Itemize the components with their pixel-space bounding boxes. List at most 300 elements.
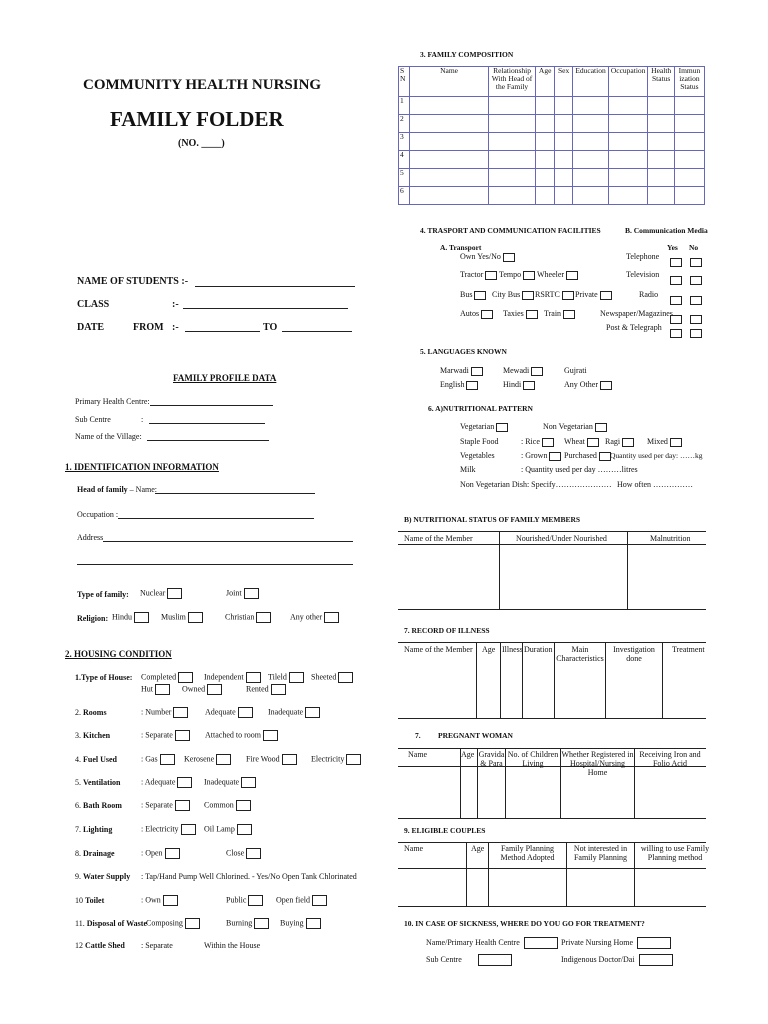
ec-col-method: Family Planning Method Adopted	[500, 844, 555, 862]
nonveg-dish-label: Non Vegetarian Dish: Specify…………………	[460, 480, 612, 489]
sheeted-checkbox[interactable]	[338, 672, 353, 683]
rsrtc-checkbox[interactable]	[562, 291, 574, 300]
table-cell[interactable]	[536, 97, 554, 115]
table-cell[interactable]	[488, 187, 536, 205]
lighting-num: 7.	[75, 825, 81, 834]
newspaper-yes-checkbox[interactable]	[670, 315, 682, 324]
independent-checkbox[interactable]	[246, 672, 261, 683]
hindu-checkbox[interactable]	[134, 612, 149, 623]
illness-title: 7. RECORD OF ILLNESS	[404, 626, 490, 635]
media-newspaper-label: Newspaper/Magazines	[600, 309, 673, 318]
bath-separate-checkbox[interactable]	[175, 800, 190, 811]
table-cell[interactable]	[674, 97, 704, 115]
composing-checkbox[interactable]	[185, 918, 200, 929]
sick-phc-label: Name/Primary Health Centre	[426, 937, 520, 947]
radio-yes-checkbox[interactable]	[670, 296, 682, 305]
bus-label: Bus	[460, 290, 473, 299]
buying-label: Buying	[280, 918, 304, 928]
page-title: FAMILY FOLDER	[110, 107, 284, 131]
subcentre-sep: :	[141, 415, 144, 424]
col-immunization: Immun ization Status	[674, 67, 704, 97]
any-other-religion-checkbox[interactable]	[324, 612, 339, 623]
how-often-label: How often ……………	[617, 480, 693, 489]
water-num: 9.	[75, 872, 81, 881]
il-col-characteristics: Main Characteristics	[556, 645, 604, 663]
tileld-checkbox[interactable]	[289, 672, 304, 683]
table-row	[399, 97, 705, 115]
private-checkbox[interactable]	[600, 291, 612, 300]
table-cell[interactable]	[648, 151, 674, 169]
table-cell[interactable]	[410, 115, 488, 133]
train-checkbox[interactable]	[563, 310, 575, 319]
post-no-checkbox[interactable]	[690, 329, 702, 338]
table-cell[interactable]	[608, 151, 648, 169]
row-num: 3	[399, 133, 410, 151]
pw-col-gravida: Gravida & Para	[478, 750, 505, 768]
waste-label: Disposal of Waste	[86, 919, 148, 928]
nuclear-label: Nuclear	[140, 588, 166, 598]
composing-label: Composing	[146, 918, 183, 928]
sick-indigenous-box[interactable]	[639, 954, 673, 966]
wheat-label: Wheat	[564, 437, 585, 446]
nonveg-checkbox[interactable]	[595, 423, 607, 432]
bath-separate-label: : Separate	[141, 800, 173, 810]
ec-col-name: Name	[404, 844, 424, 853]
hindu-label: Hindu	[112, 612, 132, 622]
table-cell[interactable]	[674, 151, 704, 169]
gas-checkbox[interactable]	[160, 754, 175, 765]
vent-inadequate-label: Inadequate	[204, 777, 240, 787]
pw-col-age: Age	[461, 750, 475, 759]
transport-a-title: A. Transport	[440, 243, 482, 252]
fuel-num: 4.	[75, 755, 81, 764]
col-relationship: Relationship With Head of the Family	[488, 67, 536, 97]
row-num: 6	[399, 187, 410, 205]
class-field[interactable]	[183, 300, 348, 309]
bath-common-checkbox[interactable]	[236, 800, 251, 811]
transport-title: 4. TRASPORT AND COMMUNICATION FACILITIES	[420, 226, 601, 235]
marwadi-label: Marwadi	[440, 366, 469, 375]
table-cell[interactable]	[554, 169, 572, 187]
table-cell[interactable]	[554, 97, 572, 115]
kitchen-num: 3.	[75, 731, 81, 740]
television-yes-checkbox[interactable]	[670, 276, 682, 285]
class-sep: :-	[172, 299, 179, 310]
rented-label: Rented	[246, 684, 269, 694]
drain-open-label: : Open	[141, 848, 163, 858]
il-col-investigation: Investigation done	[613, 645, 655, 663]
family-composition-title: 3. FAMILY COMPOSITION	[420, 50, 514, 59]
mixed-checkbox[interactable]	[670, 438, 682, 447]
cattle-num: 12	[75, 941, 83, 950]
rsrtc-label: RSRTC	[535, 290, 560, 299]
table-cell[interactable]	[608, 187, 648, 205]
rooms-number-label: : Number	[141, 707, 172, 717]
folder-subtitle: COMMUNITY HEALTH NURSING	[83, 77, 322, 93]
pw-col-name: Name	[408, 750, 428, 759]
burning-label: Burning	[226, 918, 253, 928]
ec-col-willing: willing to use Family Planning method	[640, 844, 710, 862]
citybus-checkbox[interactable]	[522, 291, 534, 300]
family-composition-table	[398, 66, 705, 205]
village-label: Name of the Village:	[75, 432, 142, 441]
table-cell[interactable]	[536, 115, 554, 133]
subcentre-label: Sub Centre	[75, 415, 111, 424]
milk-qty-label: : Quantity used per day ………litres	[521, 465, 638, 474]
table-cell[interactable]	[536, 169, 554, 187]
table-cell[interactable]	[674, 133, 704, 151]
buying-checkbox[interactable]	[306, 918, 321, 929]
independent-label: Independent	[204, 672, 244, 682]
muslim-label: Muslim	[161, 612, 186, 622]
own-vehicle-label: Own Yes/No	[460, 252, 501, 261]
phc-label: Primary Health Centre:	[75, 397, 150, 406]
rooms-inadequate-checkbox[interactable]	[305, 707, 320, 718]
toilet-public-checkbox[interactable]	[248, 895, 263, 906]
village-field[interactable]	[147, 433, 269, 441]
table-cell[interactable]	[674, 115, 704, 133]
type-house-label: 1.Type of House:	[75, 673, 133, 682]
table-cell[interactable]	[608, 97, 648, 115]
table-cell[interactable]	[554, 115, 572, 133]
address-field-2[interactable]	[77, 558, 353, 565]
sick-subcentre-label: Sub Centre	[426, 954, 462, 964]
table-row	[399, 187, 705, 205]
firewood-label: Fire Wood	[246, 754, 280, 764]
nutritional-status-title: B) NUTRITIONAL STATUS OF FAMILY MEMBERS	[404, 515, 581, 524]
table-cell[interactable]	[573, 151, 609, 169]
table-cell[interactable]	[648, 97, 674, 115]
table-cell[interactable]	[410, 151, 488, 169]
col-name: Name	[410, 67, 488, 97]
media-television-label: Television	[626, 270, 660, 279]
grown-label: : Grown	[521, 451, 548, 460]
mewadi-checkbox[interactable]	[531, 367, 543, 376]
purchased-label: Purchased	[564, 451, 597, 460]
burning-checkbox[interactable]	[254, 918, 269, 929]
table-cell[interactable]	[410, 133, 488, 151]
table-cell[interactable]	[536, 151, 554, 169]
muslim-checkbox[interactable]	[188, 612, 203, 623]
pregnant-title-num: 7.	[415, 731, 421, 740]
religion-label: Religion:	[77, 614, 109, 623]
any-other-language-label: Any Other	[564, 380, 598, 389]
il-col-age: Age	[482, 645, 496, 654]
col-age: Age	[536, 67, 554, 97]
toilet-openfield-checkbox[interactable]	[312, 895, 327, 906]
ventilation-label: Ventilation	[83, 778, 121, 787]
telephone-yes-checkbox[interactable]	[670, 258, 682, 267]
housing-title: 2. HOUSING CONDITION	[65, 649, 172, 659]
no-header: No	[689, 243, 699, 252]
head-family-label: Head of family	[77, 485, 128, 494]
newspaper-no-checkbox[interactable]	[690, 315, 702, 324]
tractor-label: Tractor	[460, 270, 484, 279]
media-radio-label: Radio	[639, 290, 659, 299]
lighting-label: Lighting	[83, 825, 113, 834]
own-vehicle-checkbox[interactable]	[503, 253, 515, 262]
television-no-checkbox[interactable]	[690, 276, 702, 285]
autos-checkbox[interactable]	[481, 310, 493, 319]
yes-header: Yes	[667, 243, 678, 252]
bathroom-num: 6.	[75, 801, 81, 810]
toilet-label: Toilet	[85, 896, 105, 905]
owned-checkbox[interactable]	[207, 684, 222, 695]
date-label: DATE	[77, 322, 105, 333]
kerosene-checkbox[interactable]	[216, 754, 231, 765]
table-cell[interactable]	[573, 187, 609, 205]
hindi-checkbox[interactable]	[523, 381, 535, 390]
drain-open-checkbox[interactable]	[165, 848, 180, 859]
table-cell[interactable]	[410, 187, 488, 205]
ns-col-malnutrition: Malnutrition	[650, 534, 691, 543]
students-name-label: NAME OF STUDENTS :-	[77, 276, 189, 287]
table-cell[interactable]	[648, 115, 674, 133]
drain-close-label: Close	[226, 848, 245, 858]
hut-label: Hut	[141, 684, 153, 694]
profile-title: FAMILY PROFILE DATA	[173, 373, 277, 383]
nonveg-label: Non Vegetarian	[543, 422, 593, 431]
toilet-own-label: : Own	[141, 895, 161, 905]
communication-title: B. Communication Media	[625, 226, 708, 235]
row-num: 1	[399, 97, 410, 115]
lighting-electricity-label: : Electricity	[141, 824, 179, 834]
sick-phc-box[interactable]	[524, 937, 558, 949]
kitchen-attached-label: Attached to room	[205, 730, 261, 740]
bathroom-label: Bath Room	[83, 801, 122, 810]
rooms-inadequate-label: Inadequate	[268, 707, 304, 717]
ragi-label: Ragi	[605, 437, 621, 446]
rice-label: : Rice	[521, 437, 540, 446]
telephone-no-checkbox[interactable]	[690, 258, 702, 267]
citybus-label: City Bus	[492, 290, 521, 299]
date-from-field[interactable]	[185, 323, 260, 332]
row-num: 4	[399, 151, 410, 169]
table-cell[interactable]	[488, 133, 536, 151]
nutrition-title: 6. A)NUTRITIONAL PATTERN	[428, 404, 533, 413]
table-cell[interactable]	[608, 115, 648, 133]
gujrati-label: Gujrati	[564, 366, 587, 375]
eligible-title: 9. ELIGIBLE COUPLES	[404, 826, 486, 835]
ec-col-not-interested: Not interested in Family Planning	[573, 844, 628, 862]
joint-label: Joint	[226, 588, 242, 598]
table-cell[interactable]	[488, 151, 536, 169]
table-cell[interactable]	[554, 151, 572, 169]
vent-adequate-checkbox[interactable]	[177, 777, 192, 788]
sick-indigenous-label: Indigenous Doctor/Dai	[561, 954, 635, 964]
table-cell[interactable]	[410, 97, 488, 115]
address-field-1[interactable]	[103, 534, 353, 542]
table-header-row	[399, 67, 705, 97]
table-cell[interactable]	[488, 169, 536, 187]
kitchen-attached-checkbox[interactable]	[263, 730, 278, 741]
grown-checkbox[interactable]	[549, 452, 561, 461]
taxies-checkbox[interactable]	[526, 310, 538, 319]
toilet-openfield-label: Open field	[276, 895, 310, 905]
any-other-language-checkbox[interactable]	[600, 381, 612, 390]
ragi-checkbox[interactable]	[622, 438, 634, 447]
pw-col-iron: Receiving Iron and Folio Acid	[639, 750, 701, 768]
col-sex: Sex	[554, 67, 572, 97]
pw-col-registered: Whether Registered in Hospital/Nursing Home	[561, 750, 634, 777]
occupation-field[interactable]	[118, 511, 314, 519]
nuclear-checkbox[interactable]	[167, 588, 182, 599]
hut-checkbox[interactable]	[155, 684, 170, 695]
mixed-label: Mixed	[647, 437, 668, 446]
rooms-adequate-checkbox[interactable]	[238, 707, 253, 718]
private-label: Private	[575, 290, 598, 299]
row-num: 5	[399, 169, 410, 187]
table-cell[interactable]	[410, 169, 488, 187]
table-cell[interactable]	[573, 133, 609, 151]
vent-adequate-label: : Adequate	[141, 777, 176, 787]
rented-checkbox[interactable]	[271, 684, 286, 695]
tractor-checkbox[interactable]	[485, 271, 497, 280]
english-checkbox[interactable]	[466, 381, 478, 390]
gas-label: : Gas	[141, 754, 158, 764]
rice-checkbox[interactable]	[542, 438, 554, 447]
address-label: Address	[77, 533, 104, 542]
col-education: Education	[573, 67, 609, 97]
oil-lamp-checkbox[interactable]	[237, 824, 252, 835]
table-row	[399, 133, 705, 151]
table-cell[interactable]	[608, 169, 648, 187]
table-cell[interactable]	[536, 133, 554, 151]
table-cell[interactable]	[608, 133, 648, 151]
table-cell[interactable]	[488, 97, 536, 115]
water-options: : Tap/Hand Pump Well Chlorined. - Yes/No Open Tank Chlorinated	[141, 872, 357, 881]
veg-qty-label: Quantity used per day: ……kg	[610, 451, 703, 460]
from-sep: :-	[172, 322, 179, 333]
table-row	[399, 169, 705, 187]
ns-col-name: Name of the Member	[404, 534, 473, 543]
media-telephone-label: Telephone	[626, 252, 660, 261]
cattle-label: Cattle Shed	[85, 941, 125, 950]
rooms-num: 2.	[75, 708, 81, 717]
to-label: TO	[263, 322, 278, 333]
vent-inadequate-checkbox[interactable]	[241, 777, 256, 788]
head-family-suffix: – Name:	[129, 485, 157, 494]
table-cell[interactable]	[536, 187, 554, 205]
date-to-field[interactable]	[282, 323, 352, 332]
pw-col-children: No. of Children Living	[507, 750, 559, 768]
cattle-separate-label: : Separate	[141, 941, 173, 950]
languages-title: 5. LANGUAGES KNOWN	[420, 347, 507, 356]
wheat-checkbox[interactable]	[587, 438, 599, 447]
table-cell[interactable]	[674, 187, 704, 205]
toilet-public-label: Public	[226, 895, 247, 905]
table-cell[interactable]	[573, 115, 609, 133]
table-cell[interactable]	[554, 133, 572, 151]
owned-label: Owned	[182, 684, 206, 694]
christian-label: Christian	[225, 612, 255, 622]
col-sn: S N	[399, 67, 410, 97]
joint-checkbox[interactable]	[244, 588, 259, 599]
table-cell[interactable]	[648, 187, 674, 205]
toilet-own-checkbox[interactable]	[163, 895, 178, 906]
il-col-duration: Duration	[524, 645, 553, 654]
col-health: Health Status	[648, 67, 674, 97]
sick-private-box[interactable]	[637, 937, 671, 949]
row-num: 2	[399, 115, 410, 133]
pregnant-title: PREGNANT WOMAN	[438, 731, 513, 740]
vegetarian-label: Vegetarian	[460, 422, 495, 431]
il-col-treatment: Treatment	[672, 645, 705, 654]
vegetables-label: Vegetables	[460, 451, 495, 460]
electricity-label: Electricity	[311, 754, 345, 764]
media-post-label: Post & Telegraph	[606, 323, 662, 332]
bath-common-label: Common	[204, 800, 234, 810]
table-row	[399, 151, 705, 169]
table-cell[interactable]	[554, 187, 572, 205]
wheeler-checkbox[interactable]	[566, 271, 578, 280]
head-name-field[interactable]	[155, 486, 315, 494]
drain-close-checkbox[interactable]	[246, 848, 261, 859]
rooms-label: Rooms	[83, 708, 107, 717]
table-cell[interactable]	[488, 115, 536, 133]
table-cell[interactable]	[573, 169, 609, 187]
any-other-religion-label: Any other	[290, 612, 323, 622]
from-label: FROM	[133, 322, 164, 333]
drainage-num: 8.	[75, 849, 81, 858]
sick-subcentre-box[interactable]	[478, 954, 512, 966]
sickness-title: 10. IN CASE OF SICKNESS, WHERE DO YOU GO FOR TREATMENT?	[404, 919, 645, 928]
phc-field[interactable]	[150, 398, 273, 406]
bus-checkbox[interactable]	[474, 291, 486, 300]
table-cell[interactable]	[674, 169, 704, 187]
lighting-electricity-checkbox[interactable]	[181, 824, 196, 835]
ventilation-num: 5.	[75, 778, 81, 787]
subcentre-field[interactable]	[149, 416, 265, 424]
christian-checkbox[interactable]	[256, 612, 271, 623]
cattle-within-label: Within the House	[204, 941, 261, 950]
marwadi-checkbox[interactable]	[471, 367, 483, 376]
oil-lamp-label: Oil Lamp	[204, 824, 235, 834]
type-family-label: Type of family:	[77, 590, 129, 599]
students-name-field[interactable]	[195, 278, 355, 287]
occupation-label: Occupation :	[77, 510, 119, 519]
table-row	[399, 115, 705, 133]
english-label: English	[440, 380, 465, 389]
ns-col-nourished: Nourished/Under Nourished	[516, 534, 607, 543]
kitchen-separate-checkbox[interactable]	[175, 730, 190, 741]
taxies-label: Taxies	[503, 309, 524, 318]
vegetarian-checkbox[interactable]	[496, 423, 508, 432]
wheeler-label: Wheeler	[537, 270, 565, 279]
tileld-label: Tileld	[268, 672, 287, 682]
class-label: CLASS	[77, 299, 110, 310]
tempo-checkbox[interactable]	[523, 271, 535, 280]
rooms-number-box[interactable]	[173, 707, 188, 718]
firewood-checkbox[interactable]	[282, 754, 297, 765]
col-occupation: Occupation	[608, 67, 648, 97]
sick-private-label: Private Nursing Home	[561, 937, 633, 947]
rooms-adequate-label: Adequate	[205, 707, 236, 717]
drainage-label: Drainage	[83, 849, 115, 858]
kitchen-label: Kitchen	[83, 731, 111, 740]
waste-num: 11.	[75, 919, 85, 928]
table-cell[interactable]	[648, 133, 674, 151]
table-cell[interactable]	[648, 169, 674, 187]
completed-label: Completed	[141, 672, 177, 682]
post-yes-checkbox[interactable]	[670, 329, 682, 338]
electricity-checkbox[interactable]	[346, 754, 361, 765]
sheeted-label: Sheeted	[311, 672, 337, 682]
completed-checkbox[interactable]	[178, 672, 193, 683]
table-cell[interactable]	[573, 97, 609, 115]
radio-no-checkbox[interactable]	[690, 296, 702, 305]
kitchen-separate-label: : Separate	[141, 730, 173, 740]
